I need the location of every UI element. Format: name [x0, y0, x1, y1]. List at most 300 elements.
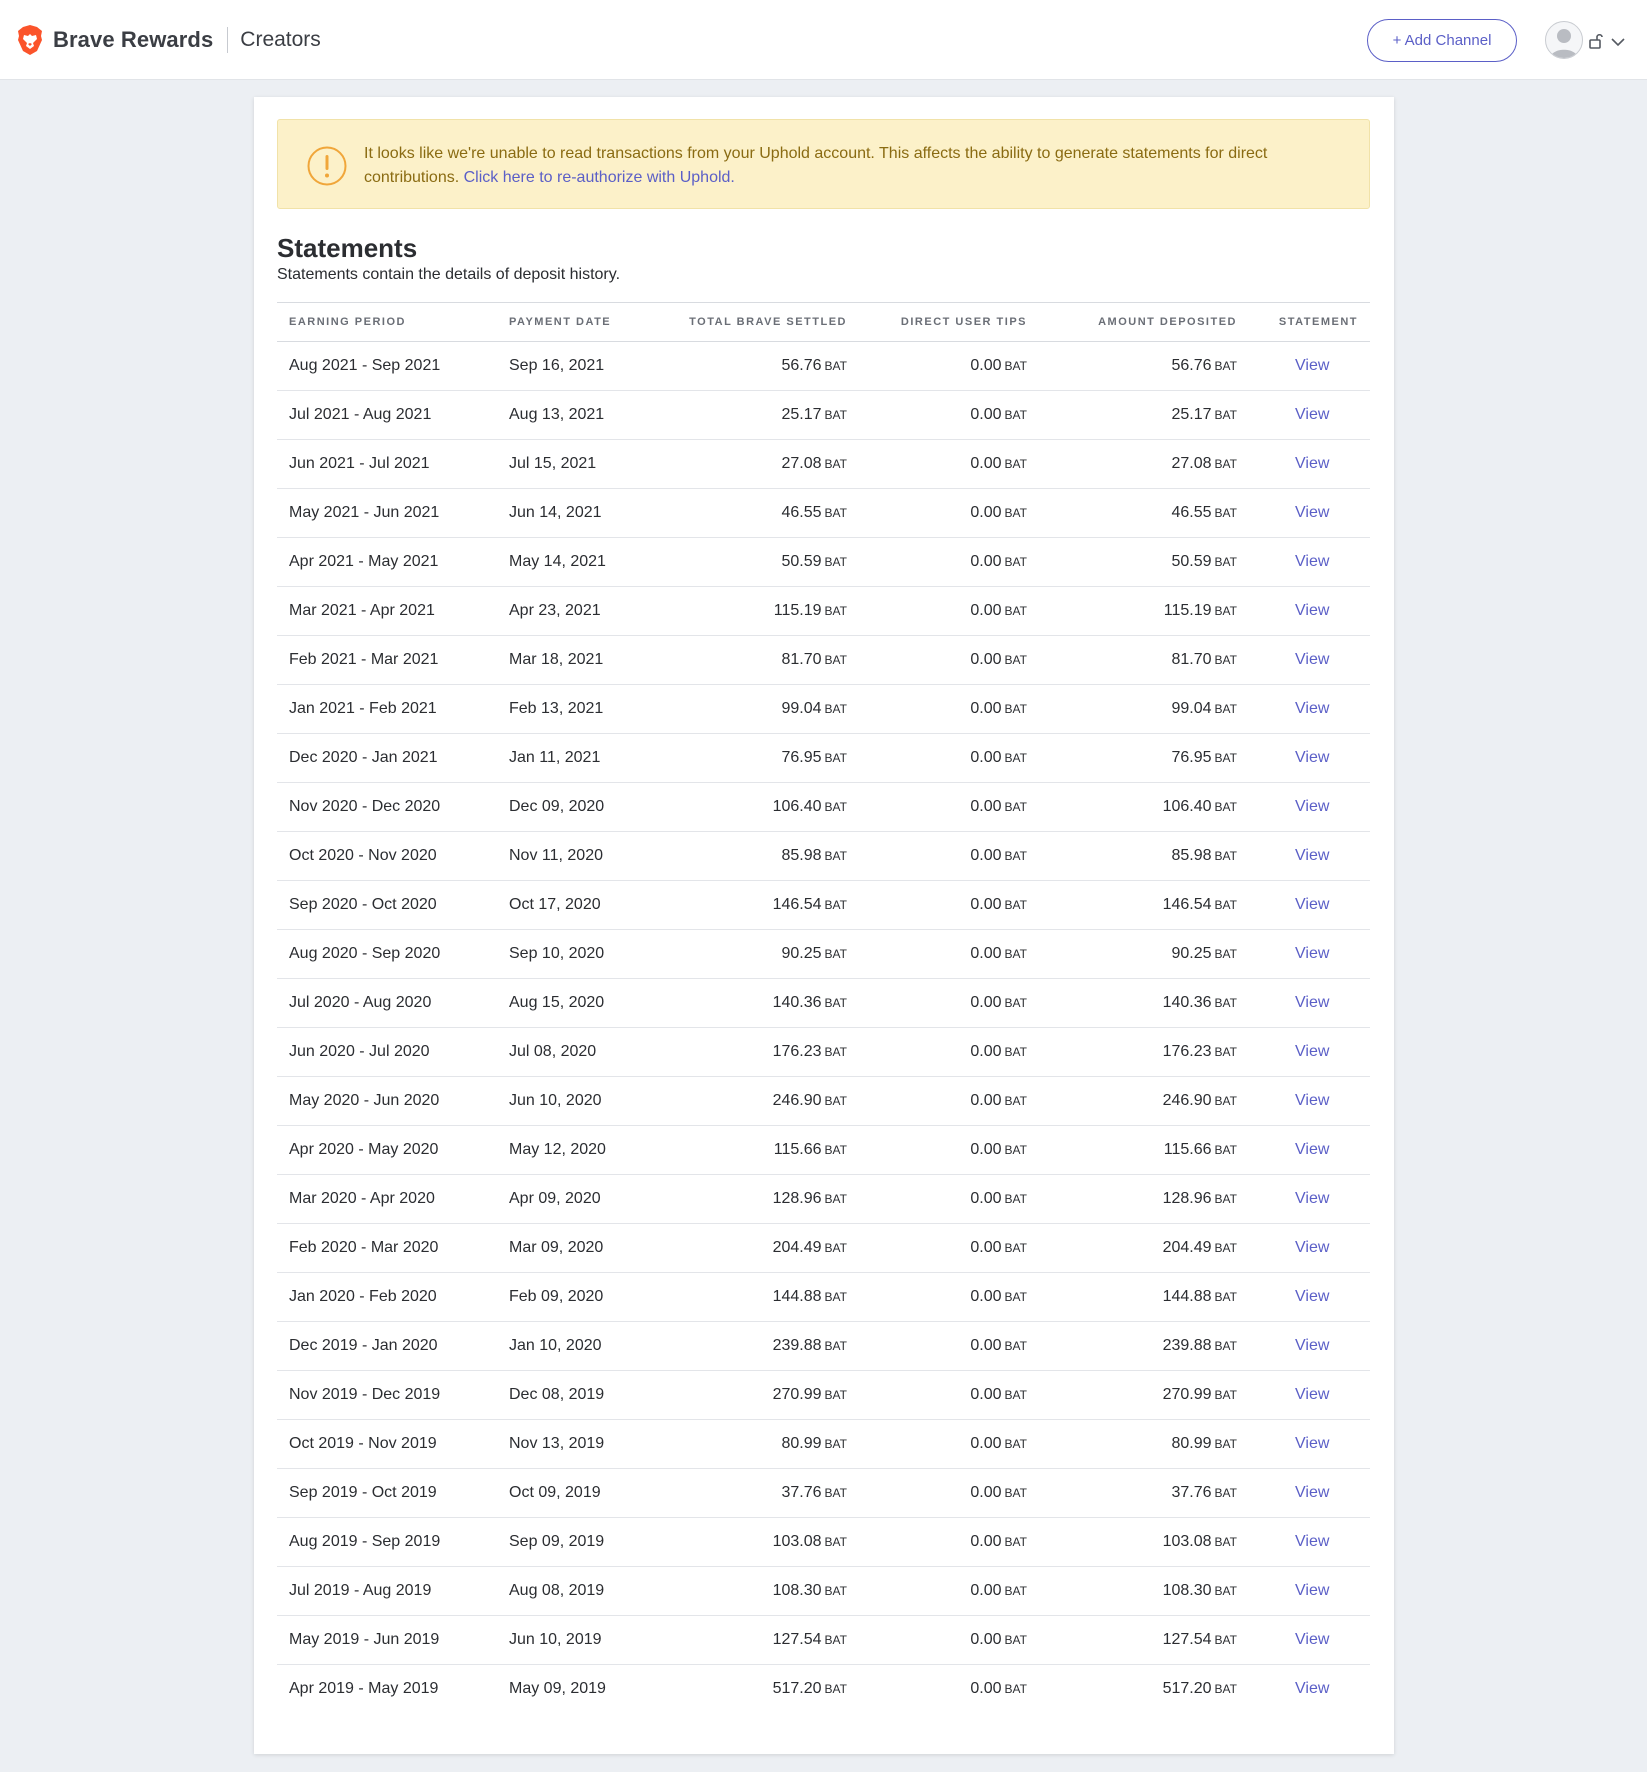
table-row	[277, 391, 1370, 440]
amount-deposited-value: 37.76	[1171, 1484, 1212, 1501]
earning-period-cell: Aug 2021 - Sep 2021	[289, 357, 441, 374]
amount-deposited-cell	[1172, 700, 1238, 718]
table-row	[277, 636, 1370, 685]
bat-unit: BAT	[824, 1192, 847, 1206]
direct-tips-cell	[970, 1190, 1027, 1208]
bat-unit: BAT	[1004, 898, 1027, 912]
view-statement-link[interactable]: View	[1295, 1631, 1330, 1648]
earning-period-cell: Jul 2020 - Aug 2020	[289, 994, 432, 1011]
amount-deposited-cell	[1172, 847, 1238, 865]
total-settled-cell	[773, 798, 847, 816]
amount-deposited-cell	[1163, 1582, 1237, 1600]
total-settled-value: 108.30	[772, 1582, 822, 1599]
amount-deposited-cell	[1163, 1533, 1237, 1551]
bat-unit: BAT	[824, 996, 847, 1010]
total-settled-cell	[782, 1484, 848, 1502]
bat-unit: BAT	[1004, 408, 1027, 422]
bat-unit: BAT	[824, 898, 847, 912]
bat-unit: BAT	[1214, 947, 1237, 961]
table-row	[277, 342, 1370, 391]
direct-tips-value: 0.00	[970, 553, 1002, 570]
earning-period-cell: Jul 2021 - Aug 2021	[289, 406, 432, 423]
payment-date-cell: Aug 15, 2020	[509, 994, 605, 1011]
direct-tips-cell	[970, 602, 1027, 620]
table-row	[277, 1469, 1370, 1518]
view-statement-link[interactable]: View	[1295, 553, 1330, 570]
bat-unit: BAT	[824, 800, 847, 814]
direct-tips-value: 0.00	[970, 357, 1002, 374]
direct-tips-value: 0.00	[970, 749, 1002, 766]
payment-date-cell: Mar 18, 2021	[509, 651, 604, 668]
total-settled-value: 128.96	[772, 1190, 822, 1207]
earning-period-cell: Apr 2019 - May 2019	[289, 1680, 439, 1697]
bat-unit: BAT	[1004, 996, 1027, 1010]
direct-tips-cell	[970, 1239, 1027, 1257]
earning-period-cell: Sep 2019 - Oct 2019	[289, 1484, 437, 1501]
direct-tips-cell	[970, 651, 1027, 669]
top-bar	[0, 0, 1647, 80]
table-row	[277, 1665, 1370, 1714]
direct-tips-cell	[970, 1288, 1027, 1306]
amount-deposited-cell	[1163, 1043, 1237, 1061]
bat-unit: BAT	[824, 947, 847, 961]
reauthorize-uphold-link[interactable]: Click here to re-authorize with Uphold.	[463, 169, 735, 186]
direct-tips-value: 0.00	[970, 1288, 1002, 1305]
view-statement-link[interactable]: View	[1295, 1435, 1330, 1452]
direct-tips-cell	[970, 1484, 1027, 1502]
amount-deposited-value: 80.99	[1171, 1435, 1212, 1452]
bat-unit: BAT	[1214, 1339, 1237, 1353]
total-settled-value: 50.59	[781, 553, 822, 570]
earning-period-cell: Aug 2019 - Sep 2019	[289, 1533, 441, 1550]
amount-deposited-cell	[1163, 896, 1237, 914]
total-settled-value: 80.99	[781, 1435, 822, 1452]
total-settled-cell	[774, 1141, 847, 1159]
amount-deposited-cell	[1163, 1239, 1237, 1257]
direct-tips-value: 0.00	[970, 1043, 1002, 1060]
earning-period-cell: Nov 2020 - Dec 2020	[289, 798, 441, 815]
direct-tips-value: 0.00	[970, 651, 1002, 668]
direct-tips-value: 0.00	[970, 1631, 1002, 1648]
bat-unit: BAT	[1214, 506, 1237, 520]
amount-deposited-cell	[1164, 1141, 1237, 1159]
amount-deposited-cell	[1172, 406, 1238, 424]
total-settled-cell	[773, 1582, 847, 1600]
total-settled-cell	[782, 945, 848, 963]
bat-unit: BAT	[1214, 1584, 1237, 1598]
direct-tips-value: 0.00	[970, 994, 1002, 1011]
total-settled-cell	[782, 553, 848, 571]
bat-unit: BAT	[824, 1437, 847, 1451]
total-settled-cell	[782, 847, 848, 865]
payment-date-cell: Jul 15, 2021	[509, 455, 597, 472]
direct-tips-value: 0.00	[970, 406, 1002, 423]
bat-unit: BAT	[824, 1339, 847, 1353]
bat-unit: BAT	[824, 506, 847, 520]
total-settled-cell	[773, 1190, 847, 1208]
brand[interactable]	[16, 24, 321, 56]
bat-unit: BAT	[824, 1535, 847, 1549]
payment-date-cell: May 14, 2021	[509, 553, 606, 570]
amount-deposited-cell	[1163, 1680, 1237, 1698]
bat-unit: BAT	[1004, 1094, 1027, 1108]
avatar-icon[interactable]	[1545, 21, 1583, 59]
view-statement-link[interactable]: View	[1295, 1141, 1330, 1158]
bat-unit: BAT	[824, 849, 847, 863]
total-settled-value: 25.17	[781, 406, 822, 423]
amount-deposited-value: 27.08	[1171, 455, 1212, 472]
bat-unit: BAT	[1004, 1486, 1027, 1500]
direct-tips-cell	[970, 1043, 1027, 1061]
amount-deposited-value: 81.70	[1171, 651, 1212, 668]
bat-unit: BAT	[1214, 555, 1237, 569]
bat-unit: BAT	[824, 1290, 847, 1304]
bat-unit: BAT	[1214, 604, 1237, 618]
earning-period-cell: Oct 2019 - Nov 2019	[289, 1435, 437, 1452]
column-header-direct-tips: DIRECT USER TIPS	[900, 316, 1027, 328]
total-settled-cell	[774, 602, 847, 620]
bat-unit: BAT	[1214, 653, 1237, 667]
direct-tips-cell	[970, 847, 1027, 865]
view-statement-link[interactable]: View	[1295, 1239, 1330, 1256]
bat-unit: BAT	[1214, 1094, 1237, 1108]
total-settled-cell	[773, 1680, 847, 1698]
total-settled-value: 176.23	[772, 1043, 822, 1060]
earning-period-cell: Sep 2020 - Oct 2020	[289, 896, 437, 913]
earning-period-cell: Aug 2020 - Sep 2020	[289, 945, 441, 962]
direct-tips-cell	[970, 1631, 1027, 1649]
total-settled-value: 46.55	[781, 504, 822, 521]
bat-unit: BAT	[824, 1682, 847, 1696]
bat-unit: BAT	[1214, 408, 1237, 422]
bat-unit: BAT	[824, 1241, 847, 1255]
total-settled-cell	[782, 504, 848, 522]
amount-deposited-value: 85.98	[1171, 847, 1212, 864]
view-statement-link[interactable]: View	[1295, 798, 1330, 815]
total-settled-value: 140.36	[772, 994, 822, 1011]
payment-date-cell: Aug 13, 2021	[509, 406, 605, 423]
total-settled-value: 270.99	[772, 1386, 822, 1403]
amount-deposited-value: 115.66	[1163, 1141, 1212, 1158]
bat-unit: BAT	[1214, 849, 1237, 863]
payment-date-cell: Mar 09, 2020	[509, 1239, 604, 1256]
view-statement-link[interactable]: View	[1295, 1680, 1330, 1697]
amount-deposited-value: 127.54	[1162, 1631, 1212, 1648]
table-row	[277, 440, 1370, 489]
total-settled-value: 106.40	[772, 798, 822, 815]
total-settled-cell	[782, 749, 848, 767]
direct-tips-value: 0.00	[970, 798, 1002, 815]
brand-divider	[227, 27, 228, 53]
total-settled-value: 127.54	[772, 1631, 822, 1648]
total-settled-value: 204.49	[772, 1239, 822, 1256]
amount-deposited-value: 50.59	[1171, 553, 1212, 570]
table-row	[277, 1371, 1370, 1420]
total-settled-value: 27.08	[781, 455, 822, 472]
bat-unit: BAT	[1004, 359, 1027, 373]
chevron-down-icon[interactable]	[1610, 36, 1626, 48]
amount-deposited-value: 270.99	[1162, 1386, 1212, 1403]
bat-unit: BAT	[1214, 359, 1237, 373]
bat-unit: BAT	[1214, 1535, 1237, 1549]
direct-tips-cell	[970, 749, 1027, 767]
column-header-statement: STATEMENT	[1278, 316, 1358, 328]
view-statement-link[interactable]: View	[1295, 406, 1330, 423]
bat-unit: BAT	[1004, 555, 1027, 569]
total-settled-cell	[773, 1386, 847, 1404]
payment-date-cell: Sep 16, 2021	[509, 357, 605, 374]
amount-deposited-value: 204.49	[1162, 1239, 1212, 1256]
column-header-total-settled: TOTAL BRAVE SETTLED	[689, 316, 847, 328]
view-statement-link[interactable]: View	[1295, 1484, 1330, 1501]
bat-unit: BAT	[1004, 1241, 1027, 1255]
total-settled-value: 103.08	[772, 1533, 822, 1550]
amount-deposited-cell	[1172, 749, 1238, 767]
bat-unit: BAT	[1004, 1437, 1027, 1451]
payment-date-cell: Jul 08, 2020	[509, 1043, 597, 1060]
direct-tips-value: 0.00	[970, 1484, 1002, 1501]
bat-unit: BAT	[1214, 1290, 1237, 1304]
amount-deposited-cell	[1163, 1337, 1237, 1355]
payment-date-cell: Jun 10, 2019	[509, 1631, 602, 1648]
total-settled-value: 115.19	[773, 602, 822, 619]
view-statement-link[interactable]: View	[1295, 1092, 1330, 1109]
payment-date-cell: Nov 13, 2019	[509, 1435, 605, 1452]
bat-unit: BAT	[1004, 1045, 1027, 1059]
add-channel-button[interactable]: + Add Channel	[1367, 19, 1517, 62]
total-settled-value: 246.90	[772, 1092, 822, 1109]
total-settled-cell	[773, 1043, 847, 1061]
bat-unit: BAT	[1214, 1486, 1237, 1500]
table-row	[277, 538, 1370, 587]
total-settled-cell	[773, 1631, 847, 1649]
amount-deposited-value: 46.55	[1171, 504, 1212, 521]
direct-tips-value: 0.00	[970, 896, 1002, 913]
view-statement-link[interactable]: View	[1295, 504, 1330, 521]
earning-period-cell: Jan 2020 - Feb 2020	[289, 1288, 437, 1305]
direct-tips-cell	[970, 1092, 1027, 1110]
view-statement-link[interactable]: View	[1295, 847, 1330, 864]
view-statement-link[interactable]: View	[1295, 455, 1330, 472]
bat-unit: BAT	[1004, 1290, 1027, 1304]
total-settled-value: 37.76	[781, 1484, 822, 1501]
brand-name: Brave Rewards	[53, 27, 214, 52]
bat-unit: BAT	[824, 555, 847, 569]
total-settled-value: 76.95	[781, 749, 822, 766]
direct-tips-cell	[970, 553, 1027, 571]
earning-period-cell: Oct 2020 - Nov 2020	[289, 847, 437, 864]
amount-deposited-cell	[1163, 1092, 1237, 1110]
bat-unit: BAT	[824, 1094, 847, 1108]
total-settled-cell	[782, 406, 848, 424]
amount-deposited-value: 517.20	[1162, 1680, 1212, 1697]
bat-unit: BAT	[1004, 1143, 1027, 1157]
view-statement-link[interactable]: View	[1295, 749, 1330, 766]
view-statement-link[interactable]: View	[1295, 1386, 1330, 1403]
table-row	[277, 783, 1370, 832]
payment-date-cell: Nov 11, 2020	[509, 847, 603, 864]
bat-unit: BAT	[824, 1388, 847, 1402]
bat-unit: BAT	[824, 702, 847, 716]
amount-deposited-value: 246.90	[1162, 1092, 1212, 1109]
table-row	[277, 1616, 1370, 1665]
table-row	[277, 1224, 1370, 1273]
payment-date-cell: Jun 10, 2020	[509, 1092, 602, 1109]
payment-date-cell: Oct 17, 2020	[509, 896, 601, 913]
amount-deposited-value: 108.30	[1162, 1582, 1212, 1599]
earning-period-cell: Dec 2019 - Jan 2020	[289, 1337, 438, 1354]
total-settled-cell	[773, 1239, 847, 1257]
total-settled-value: 99.04	[781, 700, 822, 717]
bat-unit: BAT	[1214, 1045, 1237, 1059]
amount-deposited-cell	[1172, 357, 1238, 375]
bat-unit: BAT	[1004, 653, 1027, 667]
amount-deposited-value: 176.23	[1162, 1043, 1212, 1060]
direct-tips-value: 0.00	[970, 1092, 1002, 1109]
page-title: Statements	[277, 233, 418, 263]
bat-unit: BAT	[1004, 1535, 1027, 1549]
bat-unit: BAT	[1214, 702, 1237, 716]
earning-period-cell: Jun 2020 - Jul 2020	[289, 1043, 430, 1060]
direct-tips-value: 0.00	[970, 602, 1002, 619]
statements-table	[277, 302, 1370, 1714]
table-row	[277, 1567, 1370, 1616]
total-settled-cell	[782, 455, 848, 473]
payment-date-cell: May 12, 2020	[509, 1141, 606, 1158]
bat-unit: BAT	[1004, 702, 1027, 716]
amount-deposited-cell	[1172, 1435, 1238, 1453]
view-statement-link[interactable]: View	[1295, 1043, 1330, 1060]
amount-deposited-value: 128.96	[1162, 1190, 1212, 1207]
table-row	[277, 1175, 1370, 1224]
bat-unit: BAT	[1004, 1633, 1027, 1647]
direct-tips-cell	[970, 1386, 1027, 1404]
brand-subtitle: Creators	[240, 28, 321, 51]
uphold-warning-alert	[277, 119, 1370, 209]
view-statement-link[interactable]: View	[1295, 1337, 1330, 1354]
direct-tips-value: 0.00	[970, 945, 1002, 962]
direct-tips-value: 0.00	[970, 1337, 1002, 1354]
table-row	[277, 1273, 1370, 1322]
earning-period-cell: May 2019 - Jun 2019	[289, 1631, 440, 1648]
view-statement-link[interactable]: View	[1295, 945, 1330, 962]
view-statement-link[interactable]: View	[1295, 700, 1330, 717]
alert-text: It looks like we're unable to read transactions from your Uphold account. This affects the ability to generate statements for direct contributions.	[364, 145, 1268, 186]
direct-tips-value: 0.00	[970, 1141, 1002, 1158]
payment-date-cell: Dec 08, 2019	[509, 1386, 605, 1403]
amount-deposited-value: 103.08	[1162, 1533, 1212, 1550]
bat-unit: BAT	[1004, 506, 1027, 520]
direct-tips-cell	[970, 1435, 1027, 1453]
bat-unit: BAT	[1004, 1192, 1027, 1206]
view-statement-link[interactable]: View	[1295, 602, 1330, 619]
payment-date-cell: Jan 10, 2020	[509, 1337, 602, 1354]
table-row	[277, 1420, 1370, 1469]
total-settled-value: 81.70	[781, 651, 822, 668]
view-statement-link[interactable]: View	[1295, 896, 1330, 913]
payment-date-cell: Oct 09, 2019	[509, 1484, 601, 1501]
amount-deposited-cell	[1163, 994, 1237, 1012]
bat-unit: BAT	[824, 1584, 847, 1598]
direct-tips-value: 0.00	[970, 504, 1002, 521]
total-settled-cell	[773, 1288, 847, 1306]
view-statement-link[interactable]: View	[1295, 1533, 1330, 1550]
earning-period-cell: Jul 2019 - Aug 2019	[289, 1582, 432, 1599]
bat-unit: BAT	[1214, 457, 1237, 471]
payment-date-cell: Dec 09, 2020	[509, 798, 605, 815]
view-statement-link[interactable]: View	[1295, 1288, 1330, 1305]
bat-unit: BAT	[824, 653, 847, 667]
earning-period-cell: May 2020 - Jun 2020	[289, 1092, 440, 1109]
direct-tips-cell	[970, 357, 1027, 375]
total-settled-value: 115.66	[773, 1141, 822, 1158]
amount-deposited-cell	[1172, 504, 1238, 522]
bat-unit: BAT	[824, 1143, 847, 1157]
direct-tips-cell	[970, 1141, 1027, 1159]
amount-deposited-value: 115.19	[1163, 602, 1212, 619]
bat-unit: BAT	[1004, 751, 1027, 765]
amount-deposited-value: 25.17	[1171, 406, 1212, 423]
direct-tips-cell	[970, 994, 1027, 1012]
view-statement-link[interactable]: View	[1295, 651, 1330, 668]
direct-tips-cell	[970, 1582, 1027, 1600]
amount-deposited-value: 106.40	[1162, 798, 1212, 815]
direct-tips-value: 0.00	[970, 700, 1002, 717]
total-settled-value: 517.20	[772, 1680, 822, 1697]
payment-date-cell: Apr 09, 2020	[509, 1190, 601, 1207]
earning-period-cell: Feb 2020 - Mar 2020	[289, 1239, 439, 1256]
bat-unit: BAT	[1004, 1339, 1027, 1353]
bat-unit: BAT	[824, 457, 847, 471]
bat-unit: BAT	[1214, 1388, 1237, 1402]
total-settled-value: 146.54	[772, 896, 822, 913]
brave-lion-icon	[16, 24, 44, 56]
earning-period-cell: Dec 2020 - Jan 2021	[289, 749, 438, 766]
view-statement-link[interactable]: View	[1295, 357, 1330, 374]
table-row	[277, 685, 1370, 734]
total-settled-value: 239.88	[772, 1337, 822, 1354]
direct-tips-value: 0.00	[970, 1533, 1002, 1550]
table-body	[277, 342, 1370, 1714]
earning-period-cell: Mar 2021 - Apr 2021	[289, 602, 435, 619]
direct-tips-cell	[970, 504, 1027, 522]
direct-tips-cell	[970, 406, 1027, 424]
table-row	[277, 734, 1370, 783]
table-row	[277, 832, 1370, 881]
view-statement-link[interactable]: View	[1295, 1582, 1330, 1599]
view-statement-link[interactable]: View	[1295, 1190, 1330, 1207]
earning-period-cell: Jun 2021 - Jul 2021	[289, 455, 430, 472]
payment-date-cell: Jun 14, 2021	[509, 504, 602, 521]
bat-unit: BAT	[824, 1633, 847, 1647]
amount-deposited-value: 90.25	[1171, 945, 1212, 962]
amount-deposited-cell	[1172, 553, 1238, 571]
column-header-amount-deposited: AMOUNT DEPOSITED	[1098, 316, 1237, 328]
view-statement-link[interactable]: View	[1295, 994, 1330, 1011]
bat-unit: BAT	[1214, 800, 1237, 814]
table-row	[277, 1126, 1370, 1175]
table-row	[277, 1322, 1370, 1371]
amount-deposited-cell	[1172, 945, 1238, 963]
table-row	[277, 930, 1370, 979]
amount-deposited-value: 239.88	[1162, 1337, 1212, 1354]
bat-unit: BAT	[1004, 947, 1027, 961]
bat-unit: BAT	[1004, 1682, 1027, 1696]
bat-unit: BAT	[824, 359, 847, 373]
direct-tips-cell	[970, 798, 1027, 816]
amount-deposited-cell	[1172, 1484, 1238, 1502]
lock-icon[interactable]	[1589, 32, 1605, 50]
